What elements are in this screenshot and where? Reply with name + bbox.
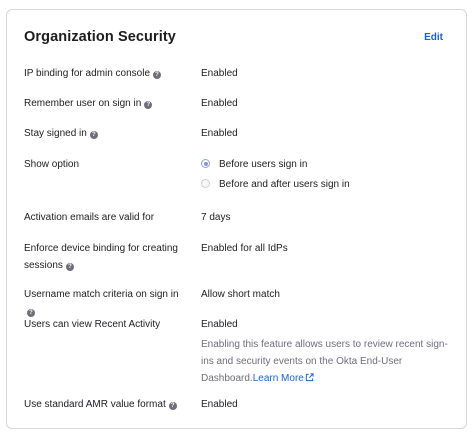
setting-label-text: Use standard AMR value format — [24, 399, 166, 410]
setting-label-text: Remember user on sign in — [24, 98, 142, 109]
setting-label — [24, 95, 189, 112]
setting-label — [24, 240, 184, 274]
setting-description — [201, 336, 456, 388]
setting-label — [24, 286, 189, 320]
learn-more-label[interactable]: Learn More — [252, 373, 304, 384]
setting-value: Enabled — [201, 128, 238, 139]
setting-value: 7 days — [201, 212, 231, 223]
help-icon[interactable]: ? — [153, 71, 161, 79]
description-text: Enabling this feature allows users to review recent sign-ins and security events on the Okta End-User Dashboard. — [201, 339, 448, 384]
setting-label-text: Stay signed in — [24, 128, 87, 139]
setting-value: Enabled — [201, 399, 238, 410]
radio-label: Before and after users sign in — [219, 179, 350, 190]
setting-value-block — [201, 316, 456, 388]
setting-value: Enabled for all IdPs — [201, 243, 288, 254]
show-option-radio-group — [201, 156, 456, 196]
setting-label — [24, 65, 189, 82]
help-icon[interactable]: ? — [27, 309, 35, 317]
setting-label-text: Enforce device binding for creating sessions — [24, 243, 178, 271]
radio-label: Before users sign in — [219, 159, 308, 170]
learn-more-link[interactable] — [253, 373, 314, 384]
setting-label: Activation emails are valid for — [24, 212, 155, 223]
edit-button[interactable]: Edit — [424, 32, 443, 43]
radio-checked-icon[interactable] — [201, 159, 210, 168]
radio-option-before-and-after-sign-in[interactable] — [201, 176, 456, 193]
radio-option-before-sign-in[interactable] — [201, 156, 456, 173]
organization-security-card — [6, 9, 467, 429]
setting-label: Users can view Recent Activity — [24, 319, 161, 330]
help-icon[interactable]: ? — [90, 131, 98, 139]
card-title: Organization Security — [24, 29, 176, 45]
setting-value: Enabled — [201, 319, 238, 330]
setting-label-text: Username match criteria on sign in — [24, 289, 179, 300]
setting-label-text: IP binding for admin console — [24, 68, 151, 79]
help-icon[interactable]: ? — [144, 101, 152, 109]
setting-value: Allow short match — [201, 289, 280, 300]
help-icon[interactable]: ? — [169, 402, 177, 410]
setting-label — [24, 396, 189, 413]
external-link-icon[interactable] — [305, 371, 314, 388]
setting-label — [24, 125, 189, 142]
setting-label: Show option — [24, 159, 80, 170]
setting-value: Enabled — [201, 98, 238, 109]
card-header — [24, 29, 449, 49]
setting-value: Enabled — [201, 68, 238, 79]
radio-unchecked-icon[interactable] — [201, 179, 210, 188]
help-icon[interactable]: ? — [66, 263, 74, 271]
